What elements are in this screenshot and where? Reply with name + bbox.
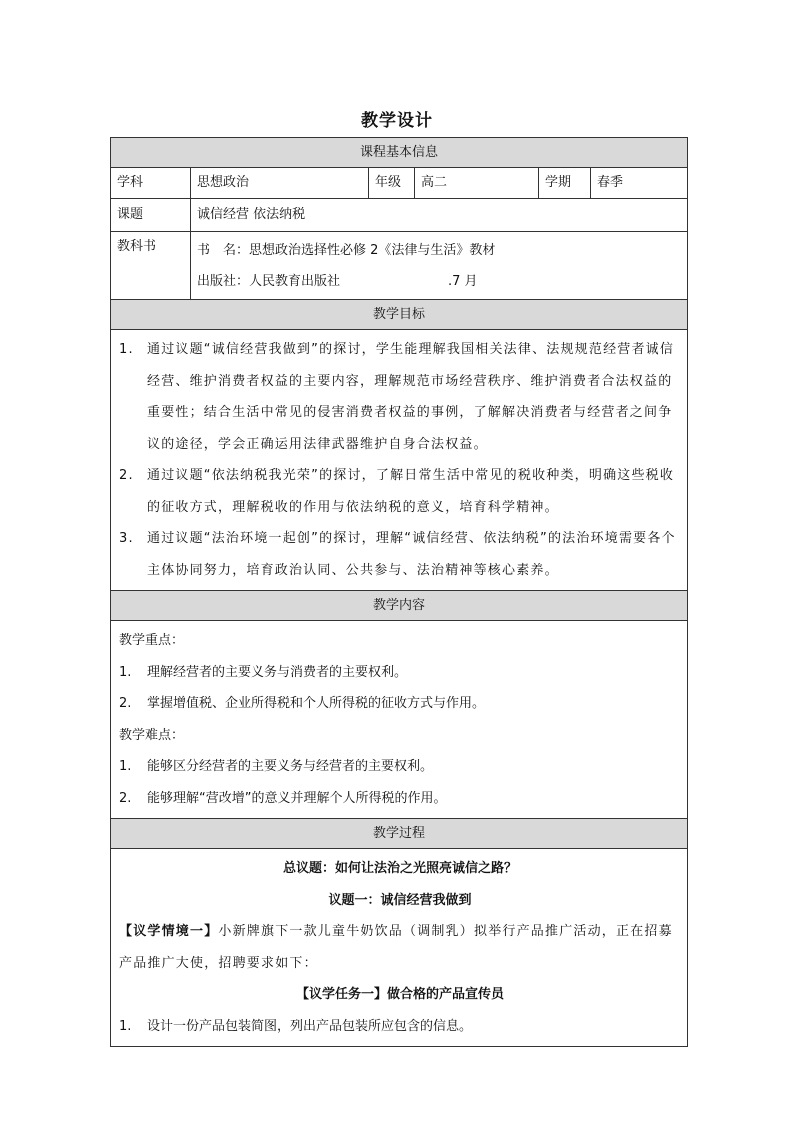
scenario-text: 小新牌旗下一款儿童牛奶饮品（调制乳）拟举行产品推广活动，正在招募产品推广大使，招聘要求如下：	[119, 924, 673, 971]
list-item	[119, 334, 681, 460]
list-item-text: 掌握增值税、企业所得税和个人所得税的征收方式与作用。	[147, 696, 486, 711]
semester-value: 春季	[591, 168, 688, 199]
textbook-publisher: 出版社：人民教育出版社	[197, 273, 341, 289]
textbook-publisher-line	[197, 266, 681, 297]
list-item-number: 1.	[119, 664, 132, 680]
process-body	[111, 849, 688, 1047]
list-item-number: 2.	[119, 790, 132, 806]
task-label: 【议学任务一】	[296, 987, 388, 1002]
section-header-process: 教学过程	[111, 819, 688, 849]
grade-value: 高二	[415, 168, 539, 199]
list-item	[119, 523, 681, 586]
list-item-number: 1.	[119, 759, 132, 774]
document-title: 教学设计	[361, 111, 433, 131]
task-heading	[119, 979, 681, 1011]
textbook-label: 教科书	[111, 232, 191, 300]
list-item-text: 理解经营者的主要义务与消费者的主要权利。	[147, 664, 408, 680]
textbook-info	[191, 232, 688, 300]
list-item	[119, 688, 681, 720]
main-question: 总议题：如何让法治之光照亮诚信之路？	[283, 861, 518, 876]
textbook-date: .7 月	[448, 273, 478, 289]
lesson-plan-table-wrapper	[110, 137, 687, 1047]
list-item-number: 3.	[119, 531, 134, 546]
list-item	[119, 751, 681, 783]
list-item-text: 通过议题“诚信经营我做到”的探讨，学生能理解我国相关法律、法规规范经营者诚信经营、维护消费者权益的主要内容，理解规范市场经营秩序、维护消费者合法权益的重要性；结合生活中常见的侵害消费者权益的事例，了解解决消费者与经营者之间争议的途径，学会正确运用法律武器维护自身合法权益。	[147, 342, 675, 452]
list-item-number: 2.	[119, 696, 132, 711]
list-item-text: 通过议题“依法纳税我光荣”的探讨，了解日常生活中常见的税收种类，明确这些税收的征收方式，理解税收的作用与依法纳税的意义，培育科学精神。	[147, 468, 675, 515]
list-item	[119, 1011, 681, 1043]
content-body	[111, 621, 688, 819]
topic-label: 课题	[111, 199, 191, 232]
scenario-label: 【议学情境一】	[119, 924, 219, 939]
topic-one-heading: 议题一：诚信经营我做到	[328, 892, 472, 908]
lesson-plan-table	[110, 137, 688, 1047]
subject-label: 学科	[111, 168, 191, 199]
list-item	[119, 657, 681, 689]
list-item-text: 设计一份产品包装简图，列出产品包装所应包含的信息。	[147, 1018, 473, 1034]
topic-value: 诚信经营 依法纳税	[191, 199, 688, 232]
list-item	[119, 783, 681, 815]
section-header-content: 教学内容	[111, 591, 688, 621]
semester-label: 学期	[539, 168, 591, 199]
scenario-paragraph	[119, 916, 681, 979]
grade-label: 年级	[369, 168, 415, 199]
subject-value: 思想政治	[191, 168, 369, 199]
difficult-points-label: 教学难点：	[119, 727, 185, 743]
section-header-basic-info: 课程基本信息	[111, 138, 688, 168]
objectives-list	[111, 330, 688, 591]
list-item-text: 能够区分经营者的主要义务与经营者的主要权利。	[147, 759, 434, 774]
list-item-number: 2.	[119, 468, 134, 483]
key-points-label: 教学重点：	[119, 633, 185, 648]
list-item-text: 能够理解“营改增”的意义并理解个人所得税的作用。	[147, 790, 447, 806]
list-item	[119, 460, 681, 523]
list-item-number: 1.	[119, 342, 134, 357]
section-header-objectives: 教学目标	[111, 300, 688, 330]
list-item-text: 通过议题“法治环境一起创”的探讨，理解“诚信经营、依法纳税”的法治环境需要各个主体协同努力，培育政治认同、公共参与、法治精神等核心素养。	[147, 531, 676, 578]
textbook-name: 书 名：思想政治选择性必修 2《法律与生活》教材	[197, 242, 496, 258]
list-item-number: 1.	[119, 1018, 132, 1034]
task-text: 做合格的产品宣传员	[387, 987, 505, 1002]
